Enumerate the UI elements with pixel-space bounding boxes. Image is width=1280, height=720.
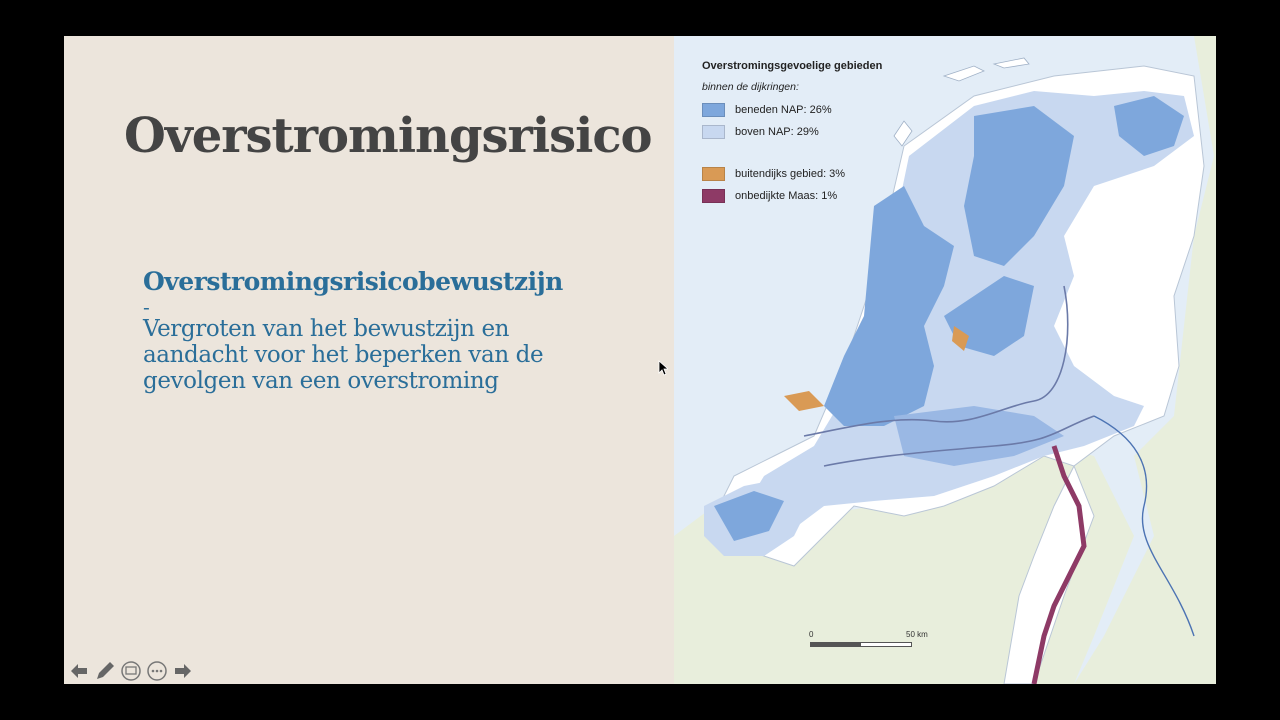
screen-button[interactable] [120,660,142,682]
previous-slide-button[interactable] [68,660,90,682]
map-legend [702,60,882,207]
mouse-cursor-icon [658,360,668,376]
legend-label: buitendijks gebied: 3% [735,168,846,180]
arrow-right-icon [173,662,193,680]
legend-swatch-unembanked-maas [702,189,725,203]
slide-title: Overstromingsrisico [124,108,652,164]
legend-label: boven NAP: 29% [735,126,819,138]
legend-item [702,163,882,185]
legend-subtitle: binnen de dijkringen: [702,81,799,93]
slide [64,36,1216,684]
more-options-button[interactable] [146,660,168,682]
wadden-island-2 [994,58,1029,68]
flood-risk-map [674,36,1216,684]
legend-swatch-above-nap [702,125,725,139]
screen-icon [120,660,142,682]
next-slide-button[interactable] [172,660,194,682]
legend-item [702,121,882,143]
slide-description: Vergroten van het bewustzijn en aandacht voor het beperken van de gevolgen van een overstroming [143,316,544,394]
legend-label: onbedijkte Maas: 1% [735,190,838,202]
slide-subtitle: Overstromingsrisicobewustzijn [143,267,563,296]
more-icon [146,660,168,682]
legend-swatch-outer-dike [702,167,725,181]
legend-item [702,99,882,121]
arrow-left-icon [69,662,89,680]
scale-end-label: 50 km [906,630,928,639]
scale-bar [810,642,912,647]
legend-label: beneden NAP: 26% [735,104,832,116]
pen-tool-button[interactable] [94,660,116,682]
wadden-island-1 [944,66,984,81]
separator-dash: - [143,295,150,319]
legend-swatch-below-nap [702,103,725,117]
scale-start-label: 0 [809,630,814,639]
presentation-toolbar [68,660,194,682]
pen-icon [94,660,116,682]
legend-title: Overstromingsgevoelige gebieden [702,60,883,72]
slide-body [143,266,603,394]
area-outer-dike [784,391,824,411]
legend-item [702,185,882,207]
